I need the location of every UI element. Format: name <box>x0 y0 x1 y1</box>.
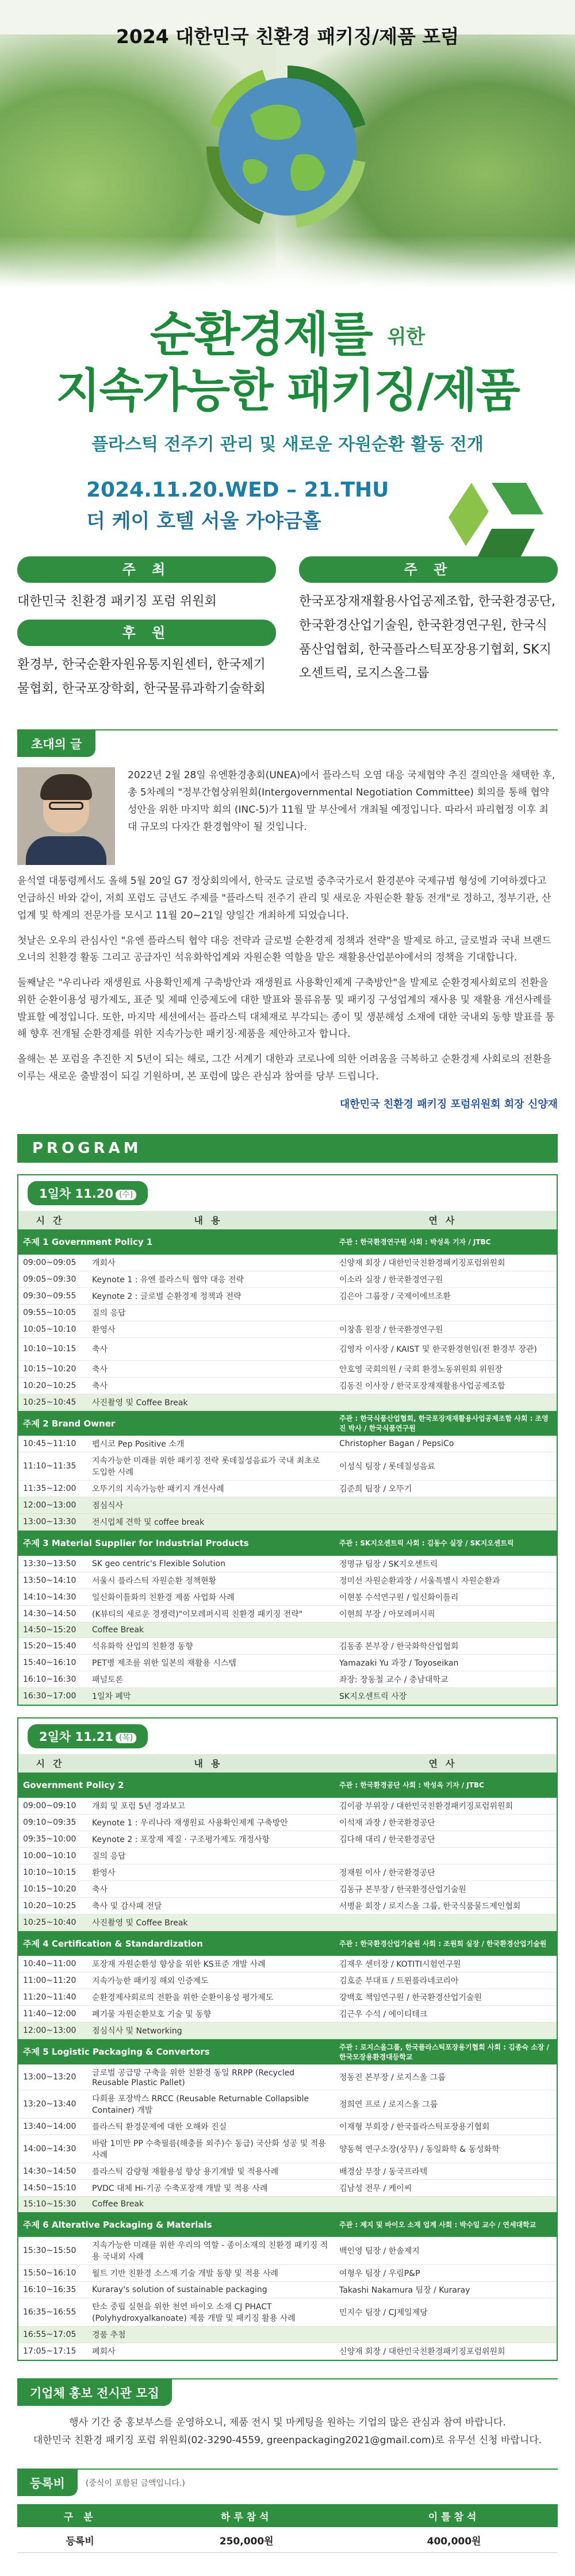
schedule-time: 11:20~11:40 <box>18 1989 87 2006</box>
hero-top-title: 2024 대한민국 친환경 패키징/제품 포럼 <box>116 25 459 48</box>
schedule-speaker <box>335 1514 557 1531</box>
schedule-time: 10:10~10:15 <box>18 1337 87 1360</box>
schedule-time: 13:50~14:10 <box>18 1572 87 1589</box>
recycle-globe-icon <box>204 63 371 230</box>
table-row <box>18 1360 557 1377</box>
program-header: PROGRAM <box>17 1134 558 1163</box>
schedule-content: 축사 <box>87 1337 335 1360</box>
hero-banner <box>0 0 575 287</box>
invitation-section <box>17 729 558 1110</box>
schedule-speaker: 안호영 국회의원 / 국회 환경노동위원회 위원장 <box>335 1360 557 1377</box>
table-row <box>18 1377 557 1394</box>
chairman-portrait <box>17 767 115 865</box>
table-row <box>18 1556 557 1572</box>
table-row <box>18 1671 557 1687</box>
program-day1 <box>17 1174 558 1706</box>
schedule-speaker: 정재원 이사 / 한국환경공단 <box>335 1864 557 1881</box>
schedule-time: 14:00~14:30 <box>18 2135 87 2163</box>
fee-two-day: 400,000원 <box>350 2527 558 2552</box>
schedule-speaker: Takashi Nakamura 팀장 / Kuraray <box>335 2282 557 2298</box>
schedule-content: 순환경제사회로의 전환을 위한 순환이용성 평가제도 <box>87 1989 335 2006</box>
main-title-block <box>0 287 575 533</box>
schedule-speaker: 이재형 부회장 / 한국플라스틱포장용기협회 <box>335 2118 557 2135</box>
schedule-time: 16:55~17:05 <box>18 2327 87 2343</box>
table-row <box>18 1989 557 2006</box>
schedule-time: 15:20~15:40 <box>18 1637 87 1654</box>
schedule-speaker: 민지수 팀장 / CJ제일제당 <box>335 2298 557 2327</box>
schedule-speaker: 정희연 프로 / 로지스올 그룹 <box>335 2090 557 2118</box>
session-header <box>18 1229 557 1255</box>
schedule-content: 일신화이틀화의 친환경 제품 사업화 사례 <box>87 1589 335 1605</box>
session-chair: 주관 : 한국환경산업기술원 사회 : 조원희 실장 / 한국환경산업기술원 <box>335 1931 557 1956</box>
schedule-speaker: 신양재 회장 / 대한민국친환경패키징포럼위원회 <box>335 1255 557 1271</box>
session-title: 주제 2 Brand Owner <box>18 1410 335 1436</box>
schedule-content: SK geo centric's Flexible Solution <box>87 1556 335 1572</box>
schedule-speaker: 양동혁 연구소장(상무) / 동일화학 & 동성화학 <box>335 2135 557 2163</box>
schedule-speaker: 백인영 팀장 / 한솔제지 <box>335 2237 557 2265</box>
schedule-time: 11:10~11:35 <box>18 1452 87 1481</box>
schedule-time: 10:05~10:10 <box>18 1321 87 1337</box>
fee-one-day: 250,000원 <box>143 2527 350 2552</box>
table-row <box>18 2298 557 2327</box>
schedule-speaker: 이석재 과장 / 한국환경공단 <box>335 1814 557 1831</box>
table-row <box>18 1654 557 1671</box>
organizer-text: 한국포장재재활용사업공제조합, 한국환경공단, 한국환경산업기술원, 한국환경연구원, 한국식품산업협회, 한국플라스틱포장용기협회, SK지오센트릭, 로지스올그룹 <box>299 594 556 681</box>
schedule-time: 17:05~17:15 <box>18 2343 87 2360</box>
schedule-content: 플라스틱 환경문제에 대한 오해와 진실 <box>87 2118 335 2135</box>
schedule-content: 점심식사 <box>87 1497 335 1514</box>
schedule-content: 다회용 포장박스 RRCC (Reusable Returnable Collapsible Container) 개발 <box>87 2090 335 2118</box>
schedule-content: 글로벌 공급망 구축을 위한 친환경 동일 RRPP (Recycled Reusable Plastic Pallet) <box>87 2064 335 2090</box>
schedule-speaker: 김동규 본부장 / 한국환경산업기술원 <box>335 1881 557 1897</box>
schedule-speaker: 김영자 이사장 / KAIST 및 한국환경현임(전 환경부 장관) <box>335 1337 557 1360</box>
schedule-content: 축사 <box>87 1377 335 1394</box>
schedule-speaker: 서병윤 회장 / 로지스올 그룹, 한국식품물드제인협회 <box>335 1897 557 1914</box>
recycle-arrows-icon <box>431 460 552 580</box>
schedule-content: 축사 <box>87 1360 335 1377</box>
table-row <box>18 1831 557 1847</box>
session-header <box>18 1931 557 1956</box>
schedule-content: 포장재 자원순환성 향상을 위한 KS표준 개발 사례 <box>87 1956 335 1973</box>
table-row <box>18 1481 557 1497</box>
session-title: 주제 1 Government Policy 1 <box>18 1229 335 1255</box>
schedule-time: 09:10~09:35 <box>18 1814 87 1831</box>
schedule-time: 13:00~13:30 <box>18 1514 87 1531</box>
schedule-speaker: Christopher Bagan / PepsiCo <box>335 1436 557 1452</box>
schedule-content: 폐회사 <box>87 2343 335 2360</box>
table-row <box>18 1814 557 1831</box>
schedule-time: 09:35~10:00 <box>18 1831 87 1847</box>
table-row <box>18 2196 557 2212</box>
schedule-content: PET병 제조를 위한 일본의 재활용 시스템 <box>87 1654 335 1671</box>
schedule-content: 지속가능한 패키징 해외 인증제도 <box>87 1973 335 1989</box>
session-chair: 주관 : SK지오센트릭 사회 : 김동수 실장 / SK지오센트릭 <box>335 1531 557 1556</box>
event-venue: 더 케이 호텔 서울 가야금홀 <box>86 510 321 533</box>
schedule-time: 10:45~11:10 <box>18 1436 87 1452</box>
schedule-time: 09:00~09:05 <box>18 1255 87 1271</box>
session-title: 주제 5 Logistic Packaging & Convertors <box>18 2039 335 2064</box>
schedule-speaker: 김재우 센터장 / KOTITI시험연구원 <box>335 1956 557 1973</box>
schedule-time: 11:00~11:20 <box>18 1973 87 1989</box>
schedule-time: 10:25~10:40 <box>18 1914 87 1931</box>
table-row <box>18 1514 557 1531</box>
schedule-time: 16:10~16:35 <box>18 2282 87 2298</box>
table-row <box>18 1622 557 1637</box>
schedule-time: 14:50~15:20 <box>18 1622 87 1637</box>
table-row <box>18 1304 557 1321</box>
session-chair: 주관 : 로지스올그룹, 한국플라스틱포장용기협회 사회 : 김종숙 소장 / 한국모장용환경대등학교 <box>335 2039 557 2064</box>
host-sponsor-column <box>17 556 276 706</box>
schedule-time: 15:30~15:50 <box>18 2237 87 2265</box>
schedule-content: PVDC 대체 Hi-기공 수축포장재 개발 및 적용 사례 <box>87 2179 335 2196</box>
schedule-content: 펩시코 Pep Positive 소개 <box>87 1436 335 1452</box>
organizer-label: 주 관 <box>299 556 558 583</box>
schedule-content: Keynote 1 : 유엔 플라스틱 협약 대응 전략 <box>87 1271 335 1287</box>
table-row <box>18 1914 557 1931</box>
schedule-content: 오뚜기의 지속가능한 패키지 개선사례 <box>87 1481 335 1497</box>
day2-schedule-table: 시간 내용 연사 Government Policy 2 주관 : 한국환경공단 사회 : 박성옥 기자 / JTBC 09:00~09:10 개회 및 포럼 5년 경과보고 김이광 부위장 / 대한민국친환경패키징포럼위원회 09:10~09:35 Keynote 1 : 우리나라 재생원료 사용확인제계 구축방안 이석재 과장 / 한국환경공단 09:35~10:00 Keynote 2 : 포장재 제질 · 구조평가제도 개정사항 김다해 대리 / 한국환경공단 10:00~10:10 질의 응답 10:10~10:15 환영사 정재원 이사 / 한국환경공단 10:15~10:20 축사 김동규 본부장 / 한국환경산업기술원 10:20~10:25 축사 및 감사패 전달 서병윤 회장 / 로지스올 그룹, 한국식품물드제인협회 10:25~10:40 사진촬영 및 Coffee Break 주제 4 Certification & Standardization 주관 : 한국환경산업기술원 사회 : 조원희 실장 / 한국환경산업기술원 10:40~11:00 포장재 자원순환성 향상을 위한 KS표준 개발 사례 김재우 센터장 / KOTITI시험연구원 11:00~11:20 지속가능한 패키징 해외 인증제도 김호준 부대표 / 트윈플라네코리아 11:20~11:40 순환경제사회로의 전환을 위한 순환이용성 평가제도 강백호 책임연구원 / 한국환경산업기술원 11:40~12:00 폐기물 자원순환보호 기술 및 동향 김근우 수석 / 에이티테크 12:00~13:00 점심식사 및 Networking 주제 5 Logistic Packaging & Convertors 주관 : 로지스올그룹, 한국플라스틱포장용기협회 사회 : 김종숙 소장 / 한국모장용환경대등학교 13:00~13:20 글로벌 공급망 구축을 위한 친환경 동일 RRPP (Recycled Reusable Plastic Pallet) 정동진 본부장 / 로지스올 그룹 13:20~13:40 다회용 포장박스 RRCC (Reusable Returnable Collapsible Container) 개발 정희연 프로 / 로지스올 그룹 13:40~14:00 플라스틱 환경문제에 대한 오해와 진실 이재형 부회장 / 한국플라스틱포장용기협회 14:00~14:30 바람 1미만 PP 수축필름(해충를 외주)수 동급) 국산화 성공 및 적용 사례 양동혁 연구소장(상무) / 동일화학 & 동성화학 14:30~14:50 플라스틱 감량형 재활용성 향상 용기개발 및 적용사례 배경삼 부장 / 동국프라텍 14:50~15:10 PVDC 대체 Hi-기공 수축포장재 개발 및 적용 사례 김남성 전무 / 케이씨 15:10~15:30 Coffee Break 주제 6 Alterative Packaging & Materials 주관 : 제지 및 바이오 소재 업계 사회 : 박수일 교수 / 연세대학교 15:30~15:50 지속가능한 미래를 위한 우리의 역할 - 종이소재의 친환경 패키징 적용 국내외 사례 백인영 팀장 / 한솔제지 15:50~16:10 월트 기반 친환경 소스재 기술 개발 동향 및 적용 사례 여형우 팀장 / 우림P&P 16:10~16:35 Kuraray's solution of sustainable packaging Takashi Nakamura 팀장 / Kuraray 16:35~16:55 탄소 중립 실현을 위한 천연 바이오 소재 CJ PHACT (Polyhydroxyalkanoate) 제품 개발 및 패키징 활용 사례 민지수 팀장 / CJ제일제당 16:55~17:05 경품 추첨 17:05~17:15 폐회사 신양재 회장 / 대한민국친환경패키징포럼위원회 <box>18 1754 557 2360</box>
invitation-paragraph-4: 둘째날은 "우리나라 재생원료 사용확인제계 구축방안과 재생원료 사용확인제계 구축방안"을 발제로 순환경제사회로의 전환을 위한 순환이용성 평가제도, 표준 및 제때 인증제도에 대한 발표와 물류유통 및 패키징 구성업계의 재사용 및 재활용 개선사례를 발표할 예정입니다. 또한, 마지막 세션에서는 플라스틱 대체재로 부각되는 종이 및 생분해성 소재에 대한 국내외 동향 발표를 통해 향후 전개될 순환경제를 위한 지속가능한 패키징·제품을 제안하고자 합니다. <box>17 977 555 1040</box>
table-row <box>18 1956 557 1973</box>
table-row <box>18 2064 557 2090</box>
table-row <box>18 1452 557 1481</box>
table-row <box>18 1321 557 1337</box>
session-title: 주제 4 Certification & Standardization <box>18 1931 335 1956</box>
schedule-time: 13:40~14:00 <box>18 2118 87 2135</box>
schedule-content: 1일차 폐막 <box>87 1687 335 1704</box>
table-row <box>18 1337 557 1360</box>
table-row <box>18 1589 557 1605</box>
schedule-speaker: 이성식 팀장 / 롯데칠성음료 <box>335 1452 557 1481</box>
schedule-speaker <box>335 1497 557 1514</box>
schedule-content: 질의 응답 <box>87 1847 335 1864</box>
schedule-content: Coffee Break <box>87 1622 335 1637</box>
fee-note: (중식이 포함된 금액입니다.) <box>85 2479 185 2489</box>
schedule-content: 환영사 <box>87 1321 335 1337</box>
schedule-speaker: 강백호 책임연구원 / 한국환경산업기술원 <box>335 1989 557 2006</box>
schedule-time: 09:30~09:55 <box>18 1287 87 1304</box>
exhibitor-recruit-section <box>17 2378 558 2455</box>
schedule-speaker: 여형우 팀장 / 우림P&P <box>335 2265 557 2282</box>
schedule-speaker <box>335 2327 557 2343</box>
schedule-speaker: 정명규 팀장 / SK지오센트릭 <box>335 1556 557 1572</box>
day1-tag: 1일차 11.20 (수) <box>28 1181 148 1205</box>
fee-tag: 등록비 <box>17 2470 78 2496</box>
schedule-speaker: 신양재 회장 / 대한민국친환경패키징포럼위원회 <box>335 2343 557 2360</box>
schedule-content: 축사 및 감사패 전달 <box>87 1897 335 1914</box>
schedule-time: 10:20~10:25 <box>18 1377 87 1394</box>
schedule-content: Keynote 1 : 우리나라 재생원료 사용확인제계 구축방안 <box>87 1814 335 1831</box>
schedule-speaker: 김이광 부위장 / 대한민국친환경패키징포럼위원회 <box>335 1798 557 1814</box>
host-text: 대한민국 친환경 패키징 포럼 위원회 <box>17 594 217 609</box>
recruit-line-2: 대한민국 친환경 패키징 포럼 위원회(02-3290-4559, greenpackaging2021@gmail.com)로 유무선 신청 바랍니다. <box>33 2434 542 2446</box>
schedule-speaker: 정동진 본부장 / 로지스올 그룹 <box>335 2064 557 2090</box>
invitation-signature: 대한민국 친환경 패키징 포럼위원회 회장 신양재 <box>339 1098 558 1110</box>
session-chair: 주관 : 한국환경공단 사회 : 박성옥 기자 / JTBC <box>335 1773 557 1798</box>
schedule-time: 16:10~16:30 <box>18 1671 87 1687</box>
schedule-content: 탄소 중립 실현을 위한 천연 바이오 소재 CJ PHACT (Polyhydroxyalkanoate) 제품 개발 및 패키징 활용 사례 <box>87 2298 335 2327</box>
schedule-content: 사진촬영 및 Coffee Break <box>87 1914 335 1931</box>
table-row <box>18 1436 557 1452</box>
table-row <box>18 2282 557 2298</box>
table-row <box>18 2118 557 2135</box>
schedule-speaker <box>335 2196 557 2212</box>
table-row <box>18 2237 557 2265</box>
schedule-speaker: 이현희 부장 / 아모레퍼시픽 <box>335 1605 557 1622</box>
table-row <box>18 2163 557 2179</box>
schedule-time: 10:10~10:15 <box>18 1864 87 1881</box>
schedule-speaker: 김다해 대리 / 한국환경공단 <box>335 1831 557 1847</box>
schedule-content: 개회 및 포럼 5년 경과보고 <box>87 1798 335 1814</box>
schedule-speaker: 김동종 본부장 / 한국화학산업협회 <box>335 1637 557 1654</box>
table-row <box>18 1847 557 1864</box>
schedule-content: 점심식사 및 Networking <box>87 2023 335 2039</box>
schedule-content: Coffee Break <box>87 2196 335 2212</box>
schedule-speaker: 정미선 자원순환과장 / 서울특별시 자원순환과 <box>335 1572 557 1589</box>
schedule-speaker <box>335 1622 557 1637</box>
table-row <box>18 2265 557 2282</box>
table-row <box>18 1864 557 1881</box>
schedule-time: 15:50~16:10 <box>18 2265 87 2282</box>
session-title: 주제 3 Material Supplier for Industrial Products <box>18 1531 335 1556</box>
main-title-line1: 순환경제를 위한 <box>150 307 425 362</box>
table-row <box>18 1881 557 1897</box>
session-chair: 주관 : 한국환경연구원 사회 : 박성옥 기자 / JTBC <box>335 1229 557 1255</box>
schedule-speaker: 김은아 그룹장 / 국제이에브조환 <box>335 1287 557 1304</box>
schedule-time: 09:05~09:30 <box>18 1271 87 1287</box>
session-header <box>18 1773 557 1798</box>
schedule-time: 13:30~13:50 <box>18 1556 87 1572</box>
schedule-speaker: 이창흠 원장 / 한국환경연구원 <box>335 1321 557 1337</box>
schedule-speaker: 김동진 이사장 / 한국포장재재활용사업공제조합 <box>335 1377 557 1394</box>
sponsor-label: 후 원 <box>17 620 276 646</box>
schedule-content: 석유화학 산업의 친환경 동향 <box>87 1637 335 1654</box>
table-row <box>18 1973 557 1989</box>
schedule-time: 09:55~10:05 <box>18 1304 87 1321</box>
session-header <box>18 2212 557 2237</box>
schedule-speaker: 좌장: 장동철 교수 / 충남대학교 <box>335 1671 557 1687</box>
schedule-speaker <box>335 1394 557 1410</box>
table-row <box>18 2343 557 2360</box>
invitation-paragraph-2: 윤석열 대통령께서도 올해 5월 20일 G7 정상회의에서, 한국도 글로벌 중추국가로서 환경분야 국제규범 형성에 기여하겠다고 언급하신 바와 같이, 저희 포럼도 금년도 주제를 "플라스틱 전주기 관리 및 새로운 자원순환 활동 전개"로 정하고, 정부기관, 산업계 및 학계의 전문가를 모시고 11월 20~21일 양일간 개최하게 되었습니다. <box>17 875 551 921</box>
table-row <box>18 1287 557 1304</box>
schedule-time: 09:00~09:10 <box>18 1798 87 1814</box>
host-label: 주 최 <box>17 556 276 583</box>
sponsor-text: 환경부, 한국순환자원유통지원센터, 한국제기물협회, 한국포장학회, 한국물류과학기술학회 <box>17 657 266 696</box>
table-row <box>18 2023 557 2039</box>
invitation-paragraph-5: 올해는 본 포럼을 추진한 지 5년이 되는 해로, 그간 서계기 대한과 코로나에 의한 어려움을 극복하고 순환경제 사회로의 전환을 이루는 새로운 출발점이 되길 기원하며, 본 포럼에 많은 관심과 참여를 당부 드립니다. <box>17 1054 552 1082</box>
schedule-time: 13:00~13:20 <box>18 2064 87 2090</box>
session-title: Government Policy 2 <box>18 1773 335 1798</box>
schedule-content: 축사 <box>87 1881 335 1897</box>
schedule-speaker: 김준희 팀장 / 오뚜기 <box>335 1481 557 1497</box>
schedule-time: 11:40~12:00 <box>18 2006 87 2023</box>
fee-row-label: 등록비 <box>17 2527 143 2552</box>
table-row <box>18 1255 557 1271</box>
invitation-tag: 초대의 글 <box>17 730 95 757</box>
day2-tag: 2일차 11.21 (목) <box>28 1724 148 1748</box>
session-header <box>18 1531 557 1556</box>
session-chair: 주관 : 한국식품산업협회, 한국포장재재활용사업공제조합 사회 : 조영진 박사 / 한국식품연구원 <box>335 1410 557 1436</box>
table-row <box>18 1605 557 1622</box>
registration-fee-section <box>17 2469 558 2553</box>
schedule-speaker: SK지오센트릭 사장 <box>335 1687 557 1704</box>
table-row <box>18 2006 557 2023</box>
recruit-tag: 기업체 홍보 전시관 모집 <box>17 2379 172 2406</box>
table-row <box>18 2327 557 2343</box>
schedule-content: (K뷰티의 세로운 경쟁력)"이모레퍼시픽 친환경 패키징 전략" <box>87 1605 335 1622</box>
schedule-time: 14:50~15:10 <box>18 2179 87 2196</box>
schedule-content: Keynote 2 : 글로벌 순환경제 정책과 전략 <box>87 1287 335 1304</box>
table-row <box>18 1687 557 1704</box>
session-title: 주제 6 Alterative Packaging & Materials <box>18 2212 335 2237</box>
schedule-content: 서울시 플라스틱 자원순환 정책현황 <box>87 1572 335 1589</box>
schedule-content: 패널토론 <box>87 1671 335 1687</box>
schedule-time: 14:30~14:50 <box>18 1605 87 1622</box>
schedule-time: 14:10~14:30 <box>18 1589 87 1605</box>
schedule-content: 폐기물 자원순환보호 기술 및 동향 <box>87 2006 335 2023</box>
schedule-speaker <box>335 1304 557 1321</box>
schedule-speaker <box>335 1847 557 1864</box>
schedule-content: 경품 추첨 <box>87 2327 335 2343</box>
recruit-line-1: 행사 기간 중 홍보부스를 운영하오니, 제품 전시 및 마케팅을 원하는 기업의 많은 관심과 참여 바랍니다. <box>69 2417 506 2429</box>
schedule-time: 12:00~13:00 <box>18 1497 87 1514</box>
schedule-content: 플라스틱 감량형 재활용성 향상 용기개발 및 적용사례 <box>87 2163 335 2179</box>
schedule-time: 15:10~15:30 <box>18 2196 87 2212</box>
schedule-content: 환영사 <box>87 1864 335 1881</box>
main-title-line2: 지속가능한 패키징/제품 <box>56 364 519 418</box>
schedule-content: 월트 기반 친환경 소스재 기술 개발 동향 및 적용 사례 <box>87 2265 335 2282</box>
table-row <box>18 1897 557 1914</box>
schedule-content: Keynote 2 : 포장재 제질 · 구조평가제도 개정사항 <box>87 1831 335 1847</box>
table-row <box>18 1497 557 1514</box>
schedule-time: 10:15~10:20 <box>18 1360 87 1377</box>
invitation-paragraph-1: 2022년 2월 28일 유엔환경총회(UNEA)에서 플라스틱 오염 대응 국제협약 추진 결의안을 채택한 후, 총 5차례의 "정부간협상위원회(Intergovernmental Negotiation Committee) 회의를 통해 협약 성안을 위한 마지막 회의 (INC-5)가 11월 말 부산에서 개최될 예정입니다. 따라서 파리협정 이후 최대 규모의 다자간 환경협약이 될 것입니다. <box>128 770 555 833</box>
schedule-content: 질의 응답 <box>87 1304 335 1321</box>
session-chair: 주관 : 제지 및 바이오 소재 업계 사회 : 박수일 교수 / 연세대학교 <box>335 2212 557 2237</box>
day1-schedule-table: 시간 내용 연사 주제 1 Government Policy 1 주관 : 한국환경연구원 사회 : 박성옥 기자 / JTBC 09:00~09:05 개회사 신양재 회장 / 대한민국친환경패키징포럼위원회 09:05~09:30 Keynote 1 : 유엔 플라스틱 협약 대응 전략 이소라 실장 / 한국환경연구원 09:30~09:55 Keynote 2 : 글로벌 순환경제 정책과 전략 김은아 그룹장 / 국제이에브조환 09:55~10:05 질의 응답 10:05~10:10 환영사 이창흠 원장 / 한국환경연구원 10:10~10:15 축사 김영자 이사장 / KAIST 및 한국환경현임(전 환경부 장관) 10:15~10:20 축사 안호영 국회의원 / 국회 환경노동위원회 위원장 10:20~10:25 축사 김동진 이사장 / 한국포장재재활용사업공제조합 10:25~10:45 사진촬영 및 Coffee Break 주제 2 Brand Owner 주관 : 한국식품산업협회, 한국포장재재활용사업공제조합 사회 : 조영진 박사 / 한국식품연구원 10:45~11:10 펩시코 Pep Positive 소개 Christopher Bagan / PepsiCo 11:10~11:35 지속가능한 미래를 위한 패키징 전략 롯데칠성음료가 국내 최초로 도입한 사례 이성식 팀장 / 롯데칠성음료 11:35~12:00 오뚜기의 지속가능한 패키지 개선사례 김준희 팀장 / 오뚜기 12:00~13:00 점심식사 13:00~13:30 전시업체 견학 및 coffee break 주제 3 Material Supplier for Industrial Products 주관 : SK지오센트릭 사회 : 김동수 실장 / SK지오센트릭 13:30~13:50 SK geo centric's Flexible Solution 정명규 팀장 / SK지오센트릭 13:50~14:10 서울시 플라스틱 자원순환 정책현황 정미선 자원순환과장 / 서울특별시 자원순환과 14:10~14:30 일신화이틀화의 친환경 제품 사업화 사례 이현봉 수석연구원 / 일신화이틀리 14:30~14:50 (K뷰티의 세로운 경쟁력)"이모레퍼시픽 친환경 패키징 전략" 이현희 부장 / 아모레퍼시픽 14:50~15:20 Coffee Break 15:20~15:40 석유화학 산업의 친환경 동향 김동종 본부장 / 한국화학산업협회 15:40~16:10 PET병 제조를 위한 일본의 재활용 시스템 Yamazaki Yu 과장 / Toyoseikan 16:10~16:30 패널토론 좌장: 장동철 교수 / 충남대학교 16:30~17:00 1일차 폐막 SK지오센트릭 사장 <box>18 1211 557 1705</box>
schedule-time: 16:30~17:00 <box>18 1687 87 1704</box>
table-row <box>18 1271 557 1287</box>
table-row <box>18 1394 557 1410</box>
table-row <box>18 2179 557 2196</box>
table-row <box>18 2135 557 2163</box>
fee-table: 구 분 하루참석 이틀참석 등록비 250,000원 400,000원 <box>17 2504 558 2553</box>
schedule-time: 10:15~10:20 <box>18 1881 87 1897</box>
program-day2 <box>17 1717 558 2362</box>
schedule-content: 사진촬영 및 Coffee Break <box>87 1394 335 1410</box>
schedule-content: 지속가능한 미래를 위한 우리의 역할 - 종이소재의 친환경 패키징 적용 국내외 사례 <box>87 2237 335 2265</box>
session-header <box>18 1410 557 1436</box>
event-date: 2024.11.20.WED – 21.THU <box>86 478 389 502</box>
invitation-paragraph-3: 첫날은 오우의 관심사인 "유엔 플라스틱 협약 대응 전략과 글로벌 순환경제 정책과 전략"을 발제로 하고, 글로벌과 국내 브랜드오너의 친환경 활동 그리고 공급자인 석유화학업계와 자원순환 역할을 맡은 재활용산업분야에서의 정책을 기대합니다. <box>17 935 551 964</box>
schedule-content: 전시업체 견학 및 coffee break <box>87 1514 335 1531</box>
schedule-time: 10:25~10:45 <box>18 1394 87 1410</box>
table-row <box>18 1798 557 1814</box>
schedule-speaker: 김남성 전무 / 케이씨 <box>335 2179 557 2196</box>
table-row <box>18 1572 557 1589</box>
table-row <box>18 2090 557 2118</box>
schedule-speaker <box>335 1914 557 1931</box>
schedule-time: 14:30~14:50 <box>18 2163 87 2179</box>
schedule-speaker: 김근우 수석 / 에이티테크 <box>335 2006 557 2023</box>
session-header <box>18 2039 557 2064</box>
table-row <box>18 1637 557 1654</box>
schedule-time: 11:35~12:00 <box>18 1481 87 1497</box>
schedule-content: 개회사 <box>87 1255 335 1271</box>
schedule-speaker <box>335 2023 557 2039</box>
schedule-speaker: Yamazaki Yu 과장 / Toyoseikan <box>335 1654 557 1671</box>
schedule-time: 10:40~11:00 <box>18 1956 87 1973</box>
schedule-content: 바람 1미만 PP 수축필름(해충를 외주)수 동급) 국산화 성공 및 적용 사례 <box>87 2135 335 2163</box>
schedule-time: 12:00~13:00 <box>18 2023 87 2039</box>
schedule-speaker: 이현봉 수석연구원 / 일신화이틀리 <box>335 1589 557 1605</box>
schedule-speaker: 이소라 실장 / 한국환경연구원 <box>335 1271 557 1287</box>
schedule-time: 15:40~16:10 <box>18 1654 87 1671</box>
schedule-time: 10:00~10:10 <box>18 1847 87 1864</box>
schedule-content: Kuraray's solution of sustainable packaging <box>87 2282 335 2298</box>
main-subtitle: 플라스틱 전주기 관리 및 새로운 자원순환 활동 전개 <box>91 435 484 455</box>
schedule-speaker: 김호준 부대표 / 트윈플라네코리아 <box>335 1973 557 1989</box>
schedule-time: 10:20~10:25 <box>18 1897 87 1914</box>
schedule-content: 지속가능한 미래를 위한 패키징 전략 롯데칠성음료가 국내 최초로 도입한 사례 <box>87 1452 335 1481</box>
schedule-time: 16:35~16:55 <box>18 2298 87 2327</box>
schedule-time: 13:20~13:40 <box>18 2090 87 2118</box>
schedule-speaker: 배경삼 부장 / 동국프라텍 <box>335 2163 557 2179</box>
